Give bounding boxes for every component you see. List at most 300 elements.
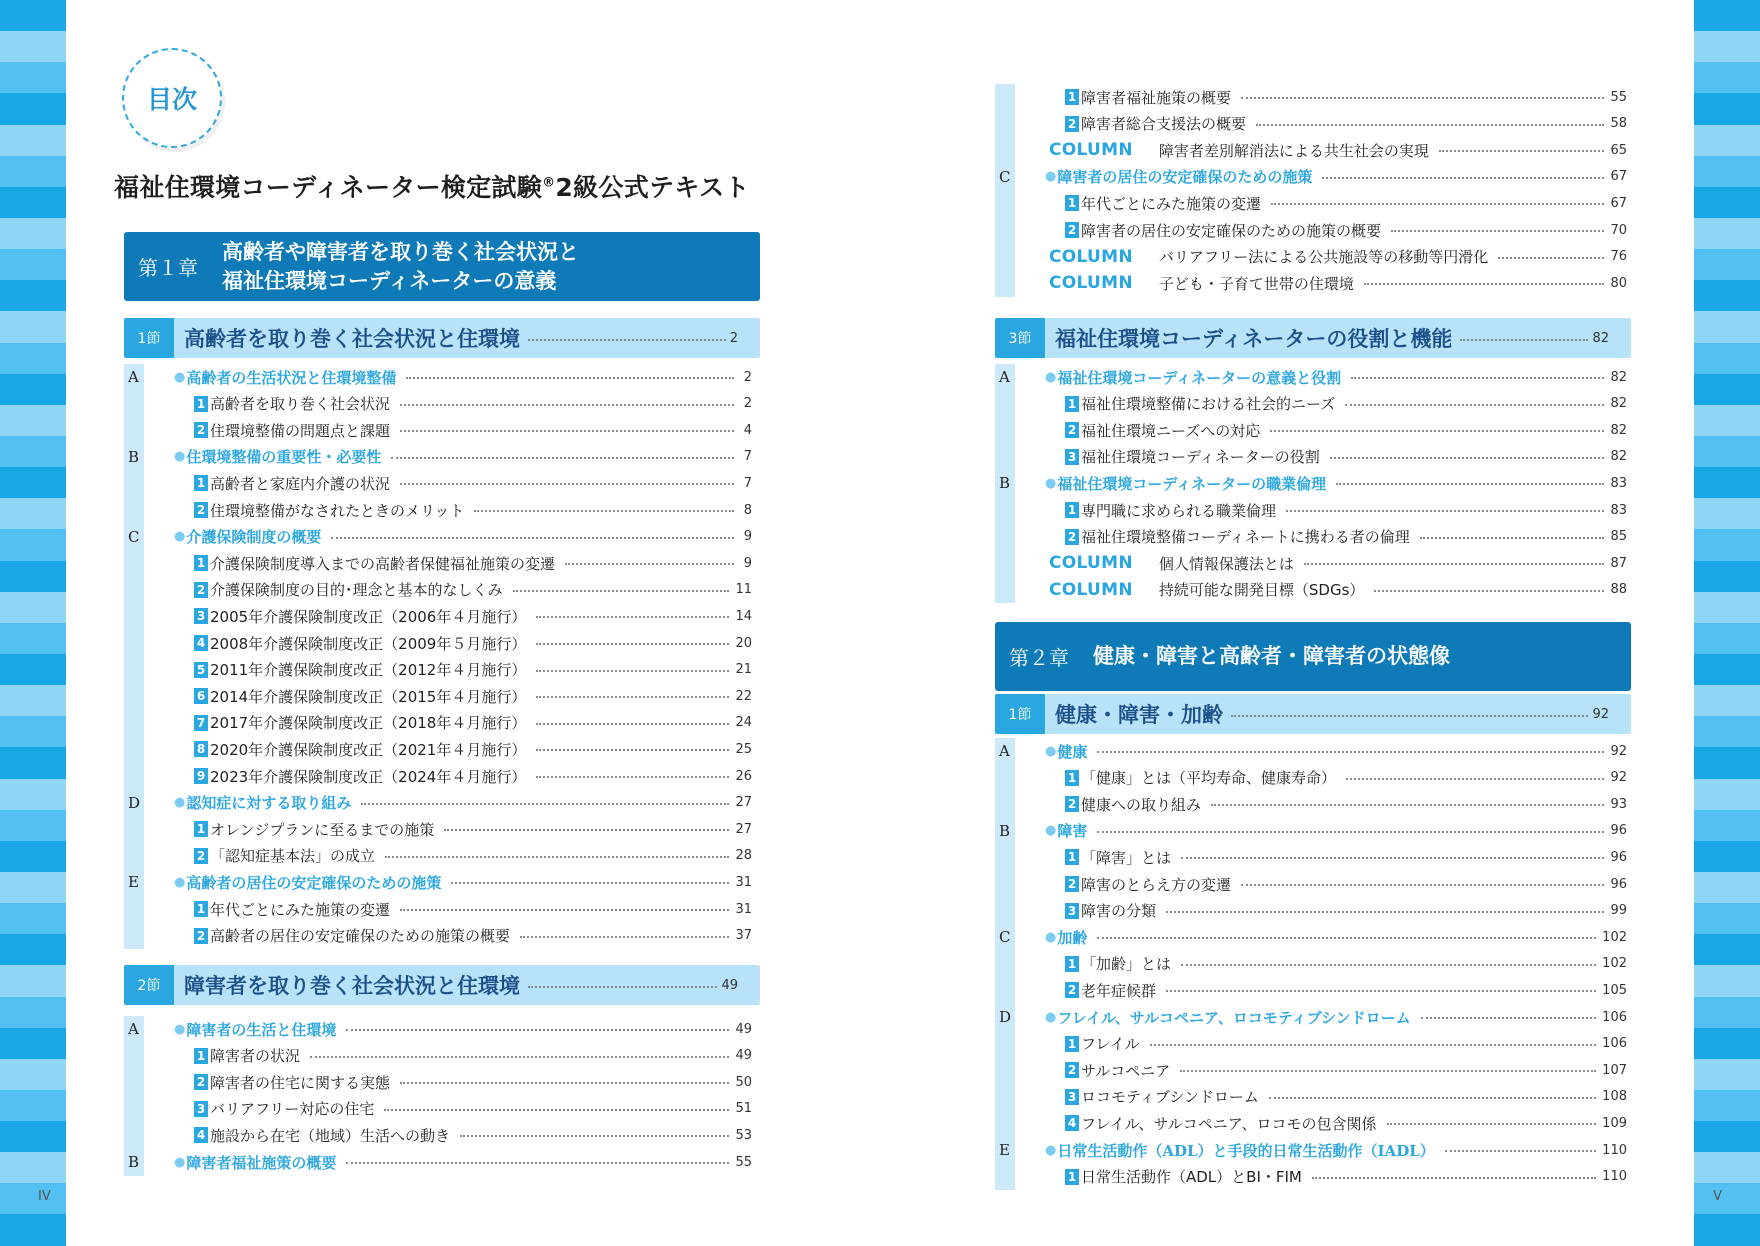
entry-text [995,953,1171,974]
section-page: 92 [1592,706,1609,722]
item-number-badge: 2 [1065,222,1079,238]
stripe-band [0,436,66,467]
subsection-letter: A [128,368,139,386]
entry-page: 55 [735,1154,752,1170]
leader-dots [310,1056,729,1058]
chapter-title [222,238,579,296]
entry-text [995,367,1341,388]
toc-column-row[interactable] [995,244,1635,270]
entry-title: 2017年介護保険制度改正（2018年４月施行） [210,714,527,733]
stripe-band [1694,93,1760,124]
book-title [114,168,750,204]
stripe-band [0,965,66,996]
item-number-badge: 2 [1065,982,1079,998]
stripe-band [1694,997,1760,1028]
entry-page: 80 [1610,275,1627,291]
entry-page: 21 [735,662,752,678]
entry-title: オレンジプランに至るまでの施策 [210,820,435,839]
entry-text [995,767,1336,788]
toc-column-row[interactable] [995,137,1635,163]
entry-text [995,1060,1170,1081]
section-3-header[interactable] [995,318,1631,358]
toc-subitem-row[interactable] [124,923,760,949]
toc-subitem-row[interactable] [995,765,1635,791]
entry-page: 107 [1602,1062,1627,1078]
stripe-band [1694,810,1760,841]
toc-subitem-row[interactable] [995,1084,1635,1110]
entry-text [995,1166,1302,1187]
toc-subitem-row[interactable] [124,630,760,656]
entry-page: 31 [735,874,752,890]
entry-title: ● 障害者の生活と住環境 [186,1020,337,1039]
leader-dots [1364,283,1605,285]
entry-title: 2008年介護保険制度改正（2009年５月施行） [210,634,527,653]
leader-dots [391,457,734,459]
stripe-band [1694,311,1760,342]
leader-dots [385,856,729,858]
subsection-letter: C [999,928,1011,947]
stripe-band [1694,498,1760,529]
entry-page: 20 [735,635,752,651]
entry-page: 7 [743,449,752,465]
item-number-badge: 1 [1065,770,1079,786]
toc-subitem-row[interactable] [995,497,1635,523]
leader-dots [1150,1044,1597,1046]
entry-page: 8 [743,502,752,518]
entry-text [995,193,1261,214]
chapter-number: 第１章 [138,256,198,280]
column-label: COLUMN [1049,140,1133,161]
toc-subitem-row[interactable] [124,816,760,842]
leader-dots [384,1109,729,1111]
entry-text [124,845,375,866]
entry-title: ● 福祉住環境コーディネーターの意義と役割 [1057,368,1342,387]
toc-subitem-row[interactable] [995,391,1635,417]
toc-label: 目次 [122,48,222,148]
entry-text [124,739,526,760]
entry-page: 82 [1610,422,1627,438]
toc-subitem-row[interactable] [995,1110,1635,1136]
stripe-band [1694,1214,1760,1245]
entry-page: 93 [1610,796,1627,812]
section-4-header[interactable] [995,694,1631,734]
item-number-badge: 3 [1065,1089,1079,1105]
leader-dots [1330,457,1605,459]
stripe-band [1694,1028,1760,1059]
book-title-main: 福祉住環境コーディネーター検定試験 [114,173,543,202]
section-page: 82 [1592,330,1609,346]
item-number-badge: 1 [1065,396,1079,412]
leader-dots [536,696,729,698]
stripe-band [0,1214,66,1245]
chapter-title-line1: 高齢者や障害者を取り巻く社会状況と [222,239,579,264]
entry-title: フレイル、サルコペニア、ロコモの包含関係 [1081,1114,1377,1133]
leader-dots [513,590,730,592]
toc-column-row[interactable] [995,270,1635,296]
toc-heading-row[interactable] [995,738,1635,764]
entry-title: 「障害」とは [1081,848,1172,867]
stripe-band [0,623,66,654]
toc-subitem-row[interactable] [995,1031,1635,1057]
entry-title: 年代ごとにみた施策の変遷 [210,900,391,919]
item-number-badge: 2 [194,422,208,438]
entry-text [995,553,1294,574]
toc-subitem-row[interactable] [995,871,1635,897]
toc-heading-row[interactable] [124,790,760,816]
leader-dots [1211,804,1604,806]
entry-page: 102 [1602,929,1627,945]
stripe-band [1694,779,1760,810]
subsection-letter: A [999,742,1010,760]
entry-title: 福祉住環境ニーズへの対応 [1081,421,1261,440]
toc-column-row[interactable] [995,577,1635,603]
entry-title: ● 住環境整備の重要性・必要性 [186,448,382,467]
section-title: 障害者を取り巻く社会状況と住環境 [184,974,520,998]
toc-subitem-row[interactable] [124,603,760,629]
toc-heading-row[interactable] [995,470,1635,496]
leader-dots [406,377,734,379]
entry-title: 年代ごとにみた施策の変遷 [1081,194,1262,213]
toc-heading-row[interactable] [995,924,1635,950]
entry-page: 27 [735,795,752,811]
entry-text [124,1019,336,1040]
column-label: COLUMN [1049,553,1133,574]
entry-text [124,925,510,946]
entry-page: 106 [1602,1009,1627,1025]
stripe-band [0,156,66,187]
leader-dots [1097,937,1596,939]
leader-dots [1181,857,1604,859]
stripe-band [1694,467,1760,498]
entry-text [995,579,1364,600]
stripe-band [0,31,66,62]
chapter-1-header[interactable] [124,232,760,301]
chapter-2-header[interactable] [995,622,1631,691]
entry-text [995,166,1312,187]
entry-text [124,606,526,627]
toc-heading-row[interactable] [995,164,1635,190]
stripe-band [0,1183,66,1214]
item-number-badge: 4 [194,635,208,651]
leader-dots [400,909,729,911]
toc-subitem-row[interactable] [995,951,1635,977]
entry-title: サルコペニア [1081,1061,1171,1080]
toc-subitem-row[interactable] [995,977,1635,1003]
toc-heading-row[interactable] [995,818,1635,844]
entry-page: 51 [735,1101,752,1117]
toc-subitem-row[interactable] [995,898,1635,924]
toc-subitem-row[interactable] [124,550,760,576]
toc-subitem-row[interactable] [995,84,1635,110]
entry-text [995,87,1231,108]
entry-page: 28 [735,848,752,864]
entry-title: 2014年介護保険制度改正（2015年４月施行） [210,687,527,706]
leader-dots [520,936,729,938]
entry-text [995,874,1231,895]
toc-subitem-row[interactable] [124,391,760,417]
entry-page: 26 [735,768,752,784]
stripe-band [1694,685,1760,716]
toc-heading-row[interactable] [124,869,760,895]
toc-subitem-row[interactable] [124,1096,760,1122]
entry-title: 高齢者を取り巻く社会状況 [210,395,391,414]
section-page: 2 [729,330,738,346]
stripe-band [0,218,66,249]
stripe-band [1694,654,1760,685]
toc-subitem-row[interactable] [124,736,760,762]
toc-subitem-row[interactable] [995,190,1635,216]
entry-text [124,1152,336,1173]
stripe-band [0,343,66,374]
subsection-letter: B [999,474,1011,493]
item-number-badge: 1 [194,1048,208,1064]
toc-subitem-row[interactable] [124,763,760,789]
entry-text [124,899,390,920]
stripe-band [0,249,66,280]
stripe-band [0,62,66,93]
entry-text [995,140,1429,161]
toc-subitem-row[interactable] [995,844,1635,870]
leader-dots [536,643,729,645]
toc-subitem-row[interactable] [995,417,1635,443]
item-number-badge: 2 [194,848,208,864]
stripe-band [0,592,66,623]
item-number-badge: 6 [194,688,208,704]
entry-page: 67 [1610,169,1627,185]
toc-subitem-row[interactable] [995,217,1635,243]
toc-column-row[interactable] [995,550,1635,576]
entry-title: ● フレイル、サルコペニア、ロコモティブシンドローム [1057,1008,1411,1027]
entry-text [124,659,526,680]
stripe-band [0,280,66,311]
entry-page: 25 [735,741,752,757]
leader-dots [1241,884,1604,886]
entry-text [124,792,351,813]
entry-text [124,579,503,600]
stripe-band [1694,125,1760,156]
leader-dots [1374,590,1604,592]
item-number-badge: 2 [194,928,208,944]
item-number-badge: 1 [1065,89,1079,105]
subsection-letter: B [128,1153,140,1171]
entry-text [124,872,441,893]
stripe-band [1694,1183,1760,1214]
leader-dots [1420,537,1605,539]
entry-title: 障害のとらえ方の変遷 [1081,875,1232,894]
entry-page: 82 [1610,449,1627,465]
item-number-badge: 1 [1065,195,1079,211]
entry-text [995,1113,1377,1134]
toc-subitem-row[interactable] [995,524,1635,550]
entry-title: 障害者の居住の安定確保のための施策の概要 [1081,221,1382,240]
stripe-band [1694,965,1760,996]
item-number-badge: 2 [1065,1062,1079,1078]
toc-heading-row[interactable] [124,444,760,470]
section-1-header[interactable] [124,318,760,358]
entry-page: 2 [743,396,752,412]
item-number-badge: 2 [1065,529,1079,545]
entry-title: バリアフリー法による公共施設等の移動等円滑化 [1158,248,1489,267]
entry-title: ロコモティブシンドローム [1081,1088,1259,1107]
toc-subitem-row[interactable] [124,683,760,709]
section-number: 3節 [995,318,1045,358]
stripe-band [1694,436,1760,467]
section-title: 福祉住環境コーディネーターの役割と機能 [1055,327,1453,351]
toc-subitem-row[interactable] [124,1043,760,1069]
entry-page: 110 [1602,1142,1627,1158]
item-number-badge: 2 [194,582,208,598]
item-number-badge: 2 [194,1074,208,1090]
toc-subitem-row[interactable] [124,896,760,922]
entry-page: 58 [1610,116,1627,132]
entry-text [124,633,526,654]
stripe-band [0,1059,66,1090]
subsection-letter: E [999,1141,1010,1159]
leader-dots [444,829,729,831]
entry-page: 96 [1610,849,1627,865]
item-number-badge: 1 [194,821,208,837]
section-2-header[interactable] [124,965,760,1005]
toc-subitem-row[interactable] [995,111,1635,137]
entry-page: 96 [1610,823,1627,839]
leader-dots [1498,257,1604,259]
toc-subitem-row[interactable] [124,657,760,683]
leader-dots [1181,964,1596,966]
stripe-band [0,405,66,436]
stripe-band [1694,872,1760,903]
stripe-band [1694,561,1760,592]
chapter-number: 第２章 [1009,646,1069,670]
toc-subitem-row[interactable] [124,1122,760,1148]
leader-dots [1439,150,1605,152]
subsection-letter: A [128,1020,139,1038]
entry-title: 介護保険制度の目的･理念と基本的なしくみ [210,581,503,600]
entry-page: 83 [1610,502,1627,518]
subsection-letter: D [128,793,141,812]
chapter-title: 健康・障害と高齢者・障害者の状態像 [1093,644,1450,668]
leader-dots [1312,1177,1596,1179]
left-edge-stripe [0,0,66,1246]
leader-dots [536,670,729,672]
toc-subitem-row[interactable] [995,1164,1635,1190]
stripe-band [0,810,66,841]
toc-subitem-row[interactable] [124,577,760,603]
page-number-left: IV [38,1189,51,1204]
leader-dots [1322,177,1604,179]
column-label: COLUMN [1049,273,1133,294]
entry-page: 92 [1610,743,1627,759]
entry-title: 障害者福祉施策の概要 [1081,88,1232,107]
stripe-band [1694,903,1760,934]
item-number-badge: 1 [1065,502,1079,518]
entry-title: 老年症候群 [1081,981,1157,1000]
toc-heading-row[interactable] [995,1004,1635,1030]
toc-subitem-row[interactable] [995,1057,1635,1083]
stripe-band [1694,592,1760,623]
left-page [38,0,880,1246]
section-number: 1節 [124,318,174,358]
entry-title: 障害の分類 [1081,902,1157,921]
entry-page: 7 [743,475,752,491]
leader-dots [346,1029,729,1031]
item-number-badge: 3 [194,608,208,624]
entry-title: 住環境整備がなされたときのメリット [210,501,465,520]
entry-title: ● 高齢者の生活状況と住環境整備 [186,368,397,387]
column-label: COLUMN [1049,246,1133,267]
stripe-band [0,685,66,716]
toc-heading-row[interactable] [124,1016,760,1042]
entry-text [124,526,321,547]
entry-page: 70 [1610,222,1627,238]
entry-title: ● 高齢者の居住の安定確保のための施策 [186,873,442,892]
toc-subitem-row[interactable] [124,843,760,869]
entry-page: 22 [735,688,752,704]
subsection-letter: E [128,873,139,892]
toc-subitem-row[interactable] [124,710,760,736]
stripe-band [0,93,66,124]
toc-heading-row[interactable] [124,1149,760,1175]
toc-heading-row[interactable] [995,1137,1635,1163]
entry-text [995,113,1246,134]
stripe-band [0,1121,66,1152]
entry-text [995,246,1488,267]
stripe-band [1694,218,1760,249]
toc-subitem-row[interactable] [124,497,760,523]
entry-title: ● 健康 [1057,742,1088,761]
item-number-badge: 3 [1065,903,1079,919]
entry-text [995,794,1201,815]
stripe-band [0,934,66,965]
entry-page: 50 [735,1074,752,1090]
entry-title: 専門職に求められる職業倫理 [1081,501,1277,520]
stripe-band [0,0,66,31]
leader-dots [1231,715,1588,717]
entry-page: 49 [735,1021,752,1037]
stripe-band [1694,841,1760,872]
toc-heading-row[interactable] [124,364,760,390]
entry-page: 53 [735,1127,752,1143]
leader-dots [1180,1070,1596,1072]
leader-dots [1270,430,1604,432]
entry-title: 「認知症基本法」の成立 [210,847,376,866]
registered-mark: ® [542,175,556,191]
stripe-band [1694,0,1760,31]
leader-dots [536,616,729,618]
toc-subitem-row[interactable] [995,791,1635,817]
subsection-letter: C [999,167,1011,186]
leader-dots [1391,230,1604,232]
item-number-badge: 2 [1065,796,1079,812]
toc-subitem-row[interactable] [124,417,760,443]
stripe-band [0,716,66,747]
leader-dots [1346,778,1604,780]
entry-text [995,220,1381,241]
subsection-letter: A [999,368,1010,386]
entry-text [124,1072,390,1093]
entry-page: 31 [735,901,752,917]
toc-heading-row[interactable] [995,364,1635,390]
stripe-band [0,311,66,342]
item-number-badge: 5 [194,662,208,678]
toc-heading-row[interactable] [124,524,760,550]
chapter-title-line2: 福祉住環境コーディネーターの意義 [222,268,557,293]
leader-dots [474,510,734,512]
leader-dots [536,776,729,778]
toc-subitem-row[interactable] [124,1069,760,1095]
toc-subitem-row[interactable] [995,444,1635,470]
leader-dots [1271,203,1604,205]
toc-subitem-row[interactable] [124,470,760,496]
